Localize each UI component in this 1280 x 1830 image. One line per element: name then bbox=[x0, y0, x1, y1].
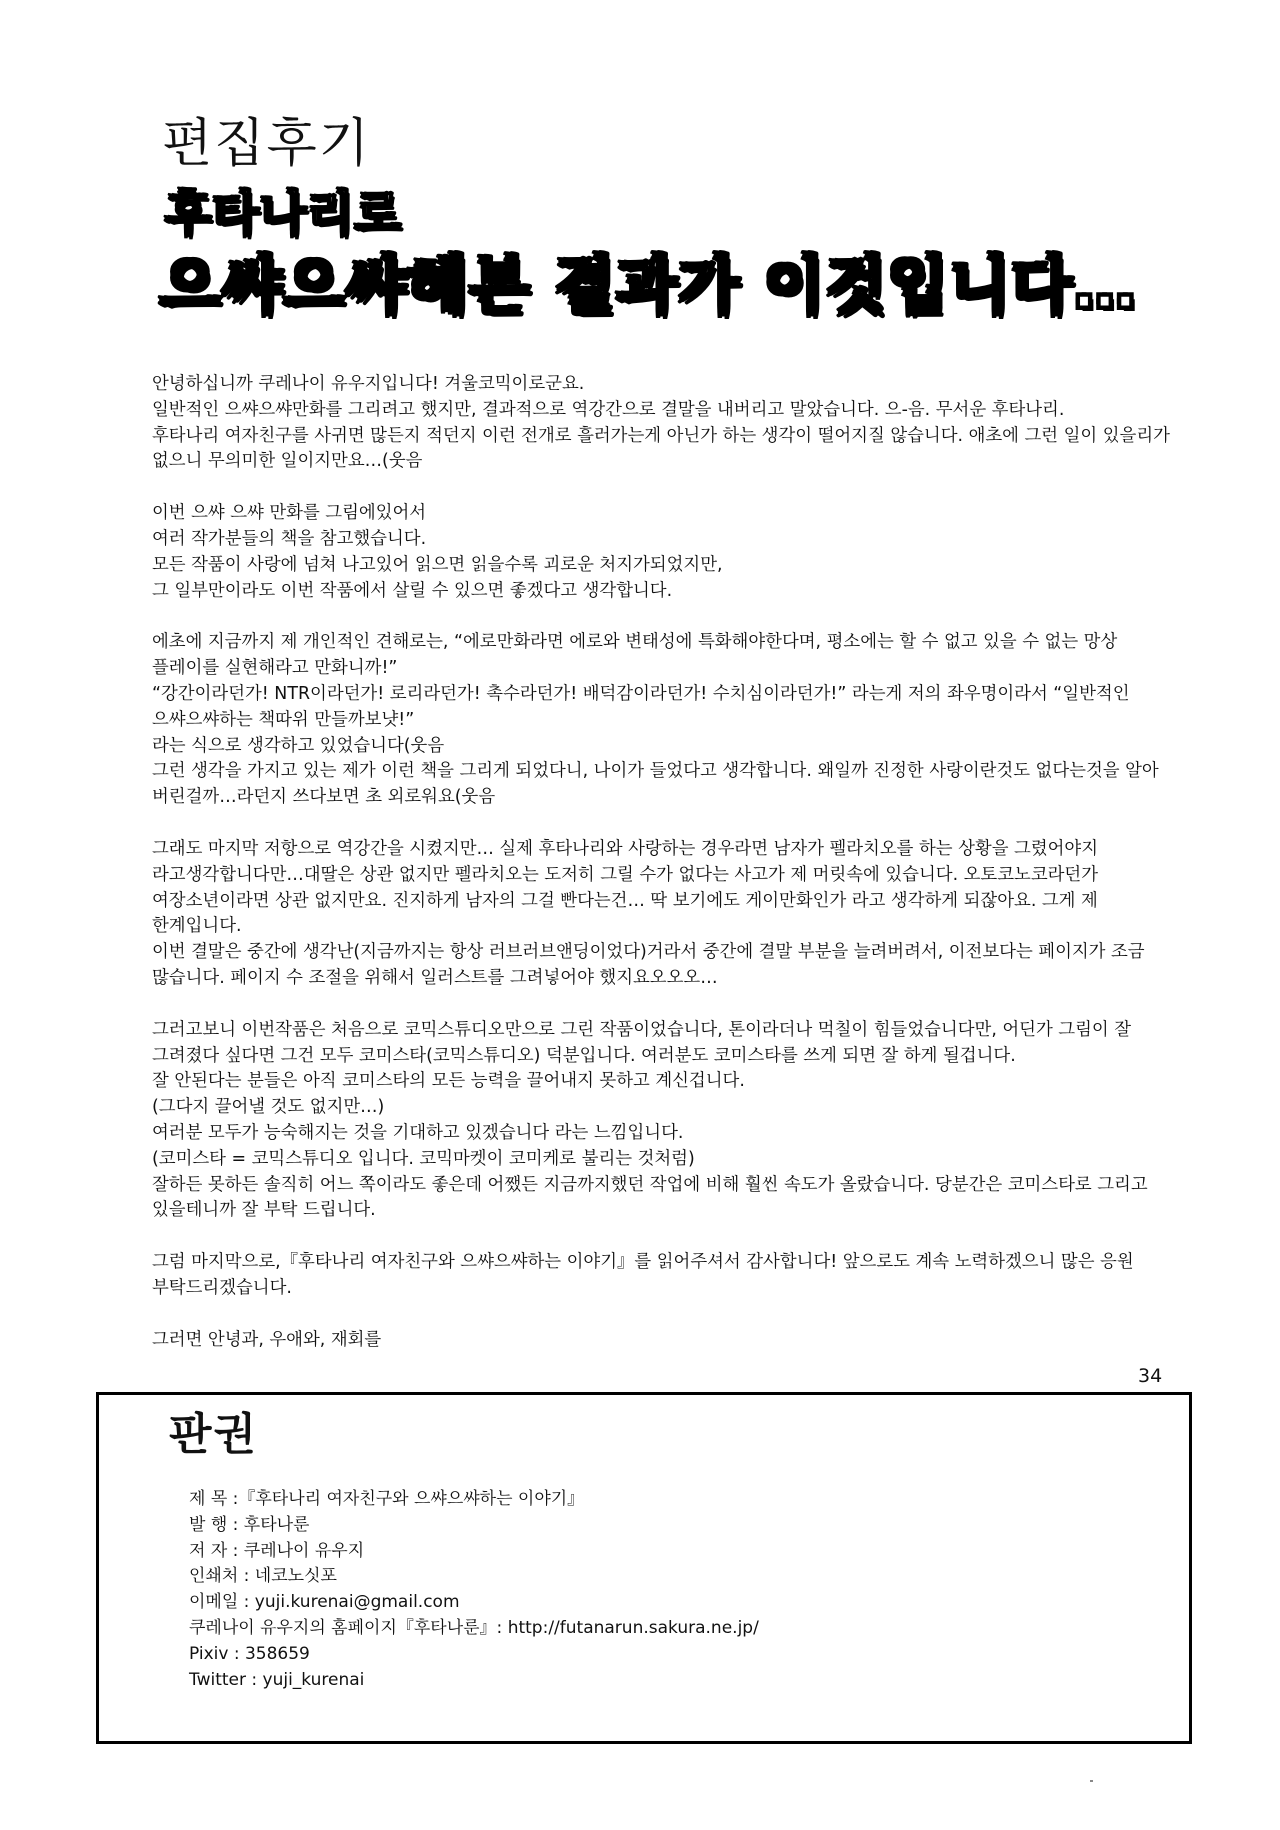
paragraph bbox=[152, 630, 1172, 811]
text-line: 그래도 마지막 저항으로 역강간을 시켰지만… 실제 후타나리와 사랑하는 경우라면 남자가 펠라치오를 하는 상황을 그렸어야지 라고생각합니다만…대딸은 상관 없지만 펠라치오는 도저히 그릴 수가 없다는 사고가 제 머릿속에 있습니다. 오토코노코라던가 여장소년이라면 상관 없지만요. 진지하게 남자의 그걸 빤다는건… 딱 보기에도 게이만화인가 라고 생각하게 되잖아요. 그게 제 한계입니다. bbox=[152, 838, 1099, 937]
text-line: 잘 안된다는 분들은 아직 코미스타의 모든 능력을 끌어내지 못하고 계신겁니다. bbox=[152, 1071, 745, 1092]
colophon-publisher-row: 발 행 : 후타나룬 bbox=[189, 1514, 310, 1535]
colophon-title: 판권 bbox=[169, 1409, 259, 1460]
colophon-homepage-row: 쿠레나이 유우지의 홈페이지『후타나룬』: http://futanarun.sakura.ne.jp/ bbox=[189, 1617, 759, 1638]
text-line: (그다지 끌어낼 것도 없지만…) bbox=[152, 1097, 385, 1118]
text-line: “강간이라던가! NTR이라던가! 로리라던가! 촉수라던가! 배덕감이라던가! 수치심이라던가!” 라는게 저의 좌우명이라서 “일반적인 으쌰으쌰하는 책따위 만들까보냣!” bbox=[152, 683, 1130, 730]
colophon-twitter-row: Twitter : yuji_kurenai bbox=[189, 1669, 365, 1690]
colophon-list bbox=[189, 1487, 759, 1693]
text-line: 모든 작품이 사랑에 넘쳐 나고있어 읽으면 읽을수록 괴로운 처지가되었지만, bbox=[152, 554, 723, 575]
text-line: 라는 식으로 생각하고 있었습니다(웃음 bbox=[152, 735, 445, 756]
paragraph bbox=[152, 501, 1172, 604]
text-line: 안녕하십니까 쿠레나이 유우지입니다! 겨울코믹이로군요. bbox=[152, 374, 585, 394]
colophon-printer-row: 인쇄처 : 네코노싯포 bbox=[189, 1566, 337, 1587]
text-line: 그러면 안녕과, 우애와, 재회를 bbox=[152, 1329, 382, 1350]
paragraph bbox=[152, 372, 1172, 475]
text-line: 여러분 모두가 능숙해지는 것을 기대하고 있겠습니다 라는 느낌입니다. bbox=[152, 1122, 684, 1143]
text-line: 일반적인 으쌰으쌰만화를 그리려고 했지만, 결과적으로 역강간으로 결말을 내버리고 말았습니다. 으-음. 무서운 후타나리. bbox=[152, 399, 1065, 420]
text-line: 이번 결말은 중간에 생각난(지금까지는 항상 러브러브앤딩이었다)거라서 중간에 결말 부분을 늘려버려서, 이전보다는 페이지가 조금 많습니다. 페이지 수 조절을 위해서 일러스트를 그려넣어야 했지요오오오… bbox=[152, 942, 1145, 988]
colophon-author-row: 저 자 : 쿠레나이 유우지 bbox=[189, 1540, 365, 1561]
text-line: 잘하든 못하든 솔직히 어느 쪽이라도 좋은데 어쨌든 지금까지했던 작업에 비해 훨씬 속도가 올랐습니다. 당분간은 코미스타로 그리고 있을테니까 잘 부탁 드립니다. bbox=[152, 1174, 1148, 1221]
scan-speck bbox=[1090, 1780, 1093, 1782]
colophon-email-row: 이메일 : yuji.kurenai@gmail.com bbox=[189, 1592, 460, 1613]
page-title: 편집후기 bbox=[162, 114, 371, 174]
closing-line bbox=[152, 1328, 1172, 1354]
text-line: 그럼 마지막으로,『후타나리 여자친구와 으쌰으쌰하는 이야기』를 읽어주셔서 감사합니다! 앞으로도 계속 노력하겠으니 많은 응원 부탁드리겠습니다. bbox=[152, 1252, 1134, 1298]
paragraph bbox=[152, 1250, 1172, 1302]
paragraph bbox=[152, 1018, 1172, 1224]
text-line: 후타나리 여자친구를 사귀면 많든지 적던지 이런 전개로 흘러가는게 아닌가 하는 생각이 떨어지질 않습니다. 애초에 그런 일이 있을리가 없으니 무의미한 일이지만요…(웃음 bbox=[152, 425, 1170, 472]
text-line: 그 일부만이라도 이번 작품에서 살릴 수 있으면 좋겠다고 생각합니다. bbox=[152, 580, 673, 601]
colophon-title-row: 제 목 :『후타나리 여자친구와 으쌰으쌰하는 이야기』 bbox=[189, 1489, 585, 1509]
text-line: 에초에 지금까지 제 개인적인 견해로는, “에로만화라면 에로와 변태성에 특화해야한다며, 평소에는 할 수 없고 있을 수 없는 망상 플레이를 실현해라고 만화니까!” bbox=[152, 632, 1118, 679]
text-line: (코미스타 = 코믹스튜디오 입니다. 코믹마켓이 코미케로 불리는 것처럼) bbox=[152, 1148, 695, 1169]
text-line: 그러고보니 이번작품은 처음으로 코믹스튜디오만으로 그린 작품이었습니다, 톤이라더나 먹칠이 힘들었습니다만, 어딘가 그림이 잘 그려졌다 싶다면 그건 모두 코미스타(코믹스튜디오) 덕분입니다. 여러분도 코미스타를 쓰게 되면 잘 하게 될겁니다. bbox=[152, 1019, 1132, 1066]
text-line: 이번 으쌰 으쌰 만화를 그림에있어서 bbox=[152, 503, 427, 524]
colophon-pixiv-row: Pixiv : 358659 bbox=[189, 1643, 310, 1664]
afterword-body bbox=[152, 372, 1172, 1354]
paragraph bbox=[152, 837, 1172, 992]
text-line: 그런 생각을 가지고 있는 제가 이런 책을 그리게 되었다니, 나이가 들었다고 생각합니다. 왜일까 진정한 사랑이란것도 없다는것을 알아 버린걸까…라던지 쓰다보면 초 외로워요(웃음 bbox=[152, 761, 1159, 808]
colophon-box bbox=[96, 1392, 1192, 1744]
headline-subtitle: 후타나리로 bbox=[165, 186, 402, 242]
headline-title: 으쌰으쌰해본 결과가 이것입니다… bbox=[160, 249, 1138, 322]
text-line: 여러 작가분들의 책을 참고했습니다. bbox=[152, 528, 427, 549]
page-number: 34 bbox=[1138, 1365, 1163, 1387]
